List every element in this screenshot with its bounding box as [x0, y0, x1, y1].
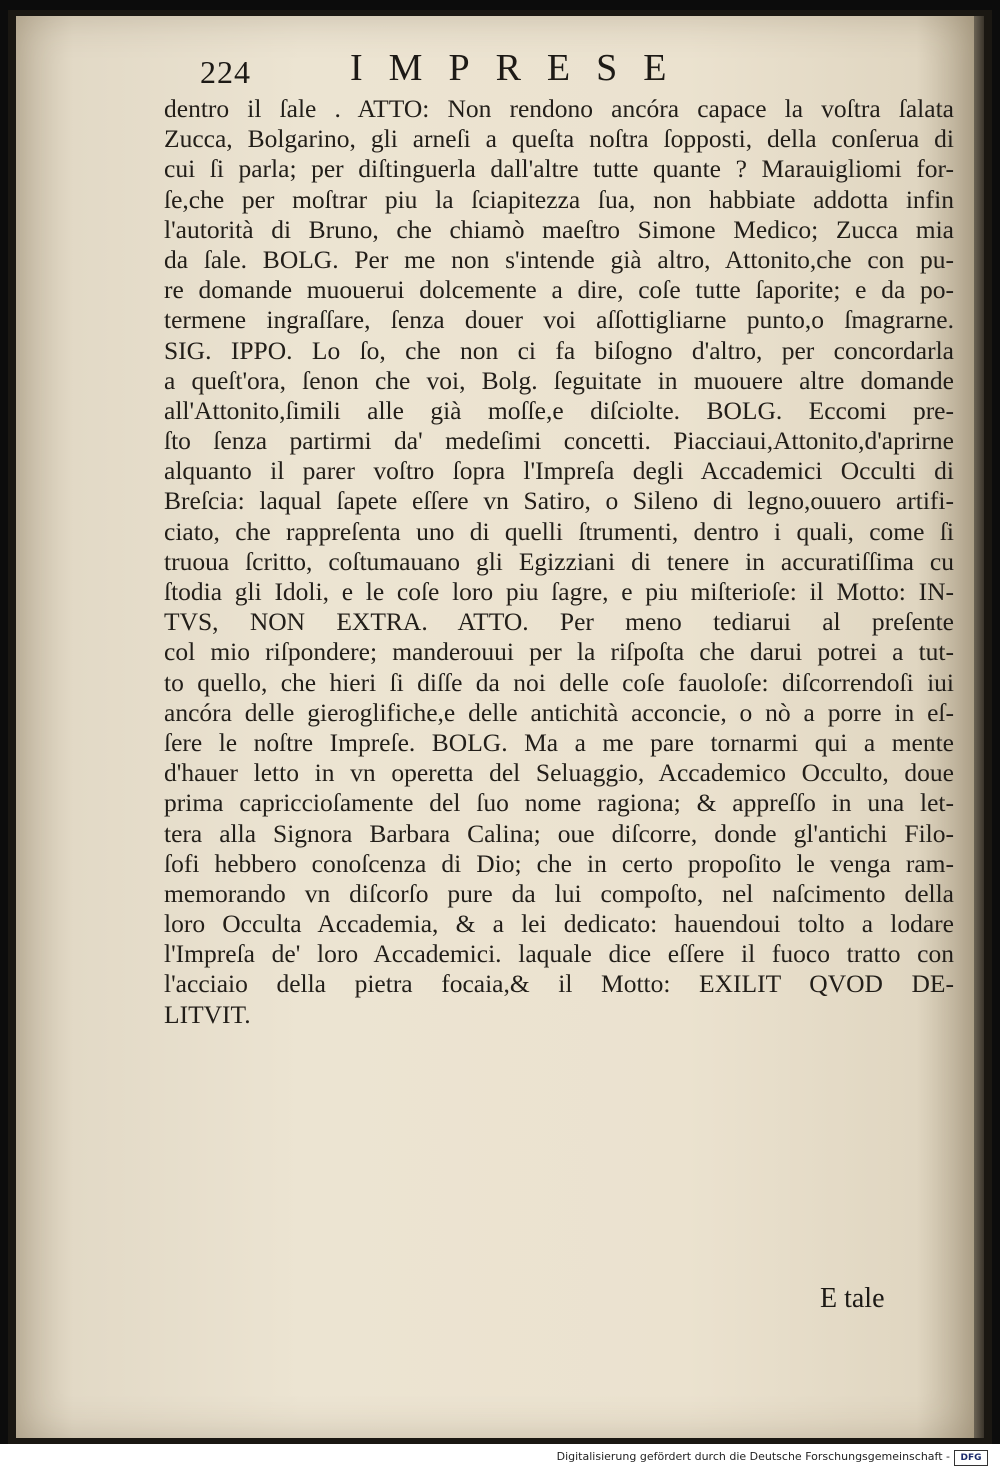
footer-bar — [0, 1444, 1000, 1473]
page-header — [200, 46, 760, 94]
text-line: Zucca, Bolgarino, gli arneſi a queſta noſtra ſopposti, della conſerua di — [164, 124, 954, 154]
text-line: TVS, NON EXTRA. ATTO. Per meno tediarui al preſente — [164, 607, 954, 637]
text-line: alquanto il parer voſtro ſopra l'Impreſa degli Accademici Occulti di — [164, 456, 954, 486]
text-line: l'autorità di Bruno, che chiamò maeſtro Simone Medico; Zucca mia — [164, 214, 954, 244]
text-line: ciato, che rappreſenta uno di quelli ſtrumenti, dentro i quali, come ſi — [164, 516, 954, 546]
text-line: ſere le noſtre Impreſe. BOLG. Ma a me pare tornarmi qui a mente — [164, 727, 954, 757]
text-line: d'hauer letto in vn operetta del Seluaggio, Accademico Occulto, doue — [164, 758, 954, 788]
text-line: l'Impreſa de' loro Accademici. laquale dice eſſere il fuoco tratto con — [164, 939, 954, 969]
page-edge-shadow — [974, 16, 984, 1438]
page-number: 224 — [200, 54, 251, 90]
text-line: memorando vn diſcorſo pure da lui compoſto, nel naſcimento della — [164, 878, 954, 908]
running-title: IMPRESE — [350, 47, 693, 89]
text-line: a queſt'ora, ſenon che voi, Bolg. ſeguitate in muouere altre domande — [164, 365, 954, 395]
text-line: ſe,che per moſtrar piu la ſciapitezza ſua, non habbiate addotta infin — [164, 184, 954, 214]
text-line: col mio riſpondere; manderouui per la riſpoſta che darui potrei a tut- — [164, 637, 954, 667]
text-line: ſtodia gli Idoli, e le coſe loro piu ſagre, e piu miſterioſe: il Motto: IN- — [164, 577, 954, 606]
text-line: l'acciaio della pietra focaia,& il Motto: EXILIT QVOD DE- — [164, 969, 954, 999]
text-line: truoua ſcritto, coſtumauano gli Egizziani di tenere in accuratiſſima cu — [164, 546, 954, 576]
text-line: re domande muouerui dolcemente a dire, coſe tutte ſaporite; e da po- — [164, 275, 954, 305]
text-line: cui ſi parla; per diſtinguerla dall'altre tutte quante ? Marauigliomi for- — [164, 154, 954, 184]
text-line: termene ingraſſare, ſenza douer voi aſſottigliarne punto,o ſmagrarne. — [164, 305, 954, 335]
text-line: to quello, che hieri ſi diſſe da noi delle coſe fauoloſe: diſcorrendoſi iui — [164, 667, 954, 697]
body-text — [164, 94, 954, 1030]
text-line: da ſale. BOLG. Per me non s'intende già altro, Attonito,che con pu- — [164, 244, 954, 274]
funding-notice: Digitalisierung gefördert durch die Deutsche Forschungsgemeinschaft - — [556, 1450, 950, 1463]
text-line: ancóra delle gieroglifiche,e delle antichità acconcie, o nò a porre in eſ- — [164, 697, 954, 727]
text-line: loro Occulta Accademia, & a lei dedicato: hauendoui tolto a lodare — [164, 909, 954, 939]
text-line: SIG. IPPO. Lo ſo, che non ci fa biſogno d'altro, per concordarla — [164, 335, 954, 365]
text-line: Breſcia: laqual ſapete eſſere vn Satiro, o Sileno di legno,ouuero artifi- — [164, 486, 954, 516]
text-line: ſto ſenza partirmi da' medeſimi concetti. Piacciaui,Attonito,d'aprirne — [164, 426, 954, 456]
text-line: tera alla Signora Barbara Calina; oue diſcorre, donde gl'antichi Filo- — [164, 818, 954, 848]
text-line: ſofi hebbero conoſcenza di Dio; che in certo propoſito le venga ram- — [164, 848, 954, 878]
text-line: LITVIT. — [164, 999, 251, 1029]
dfg-logo: DFG — [954, 1450, 988, 1466]
text-line: dentro il ſale . ATTO: Non rendono ancóra capace la voſtra ſalata — [164, 94, 954, 123]
catchword: E tale — [820, 1283, 885, 1314]
text-line: all'Attonito,ſimili alle già moſſe,e diſciolte. BOLG. Eccomi pre- — [164, 395, 954, 425]
text-line: prima capriccioſamente del ſuo nome ragiona; & appreſſo in una let- — [164, 788, 954, 818]
